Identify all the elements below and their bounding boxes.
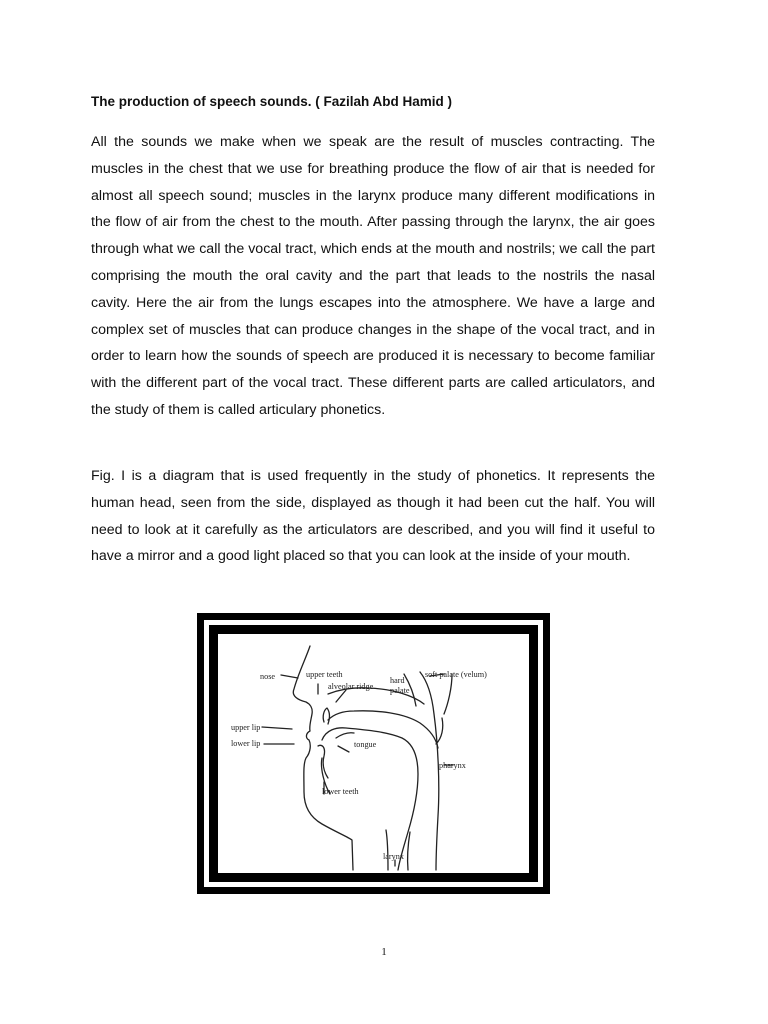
label-lower-teeth: lower teeth bbox=[322, 787, 359, 796]
label-larynx: larynx bbox=[383, 852, 404, 861]
label-nose: nose bbox=[260, 672, 276, 681]
figure-panel bbox=[218, 634, 529, 873]
larynx-front bbox=[386, 830, 388, 870]
document-title: The production of speech sounds. ( Fazilah Abd Hamid ) bbox=[91, 94, 453, 109]
hard-palate-line bbox=[328, 711, 438, 748]
larynx-back bbox=[408, 832, 410, 870]
label-pharynx: pharynx bbox=[439, 761, 466, 770]
tongue-outline bbox=[322, 728, 418, 870]
pharynx-back-wall bbox=[420, 672, 439, 870]
label-upper-teeth: upper teeth bbox=[306, 670, 343, 679]
label-lower-lip: lower lip bbox=[231, 739, 261, 748]
leader-alveolar bbox=[336, 690, 346, 702]
label-upper-lip: upper lip bbox=[231, 723, 261, 732]
label-tongue: tongue bbox=[354, 740, 377, 749]
leader-tongue bbox=[338, 746, 349, 752]
label-hard-palate-line2: palate bbox=[390, 686, 410, 695]
upper-teeth-shape bbox=[323, 708, 329, 724]
paragraph-2: Fig. I is a diagram that is used frequently in the study of phonetics. It represents the human head, seen from the side, displayed as though it had been cut the half. You will need to look at it carefully as the articulators are described, and you will find it useful to have a mirror and a good light placed so that you can look at the inside of your mouth. bbox=[91, 468, 655, 565]
leader-nose bbox=[281, 675, 298, 678]
label-alveolar-ridge: alveolar ridge bbox=[328, 682, 374, 691]
paragraph-1: All the sounds we make when we speak are the result of muscles contracting. The muscles in the chest that we use for breathing produce the flow of air that is needed for almost all speech sound; muscles in the larynx produce many different modifications in the flow of air from the chest to the mouth. After passing through the larynx, the air goes through what we call the vocal tract, which ends at the mouth and nostrils; we call the part comprising the mouth the oral cavity and the part that leads to the nostrils the nasal cavity. Here the air from the lungs escapes into the atmosphere. We have a large and complex set of muscles that can produce changes in the shape of the vocal tract, and in order to learn how the sounds of speech are produced it is necessary to become familiar with the different part of the vocal tract. These different parts are called articulators, and the study of them is called articulary phonetics. bbox=[91, 134, 655, 418]
vocal-tract-figure bbox=[197, 613, 550, 894]
velum-hang bbox=[444, 674, 452, 714]
label-hard-palate-line1: hard bbox=[390, 676, 405, 685]
tongue-tip bbox=[336, 733, 354, 738]
page-number: 1 bbox=[381, 946, 387, 958]
vocal-tract-diagram bbox=[218, 634, 529, 873]
label-soft-palate: soft palate (velum) bbox=[425, 670, 487, 679]
leader-upper-lip bbox=[262, 727, 292, 729]
